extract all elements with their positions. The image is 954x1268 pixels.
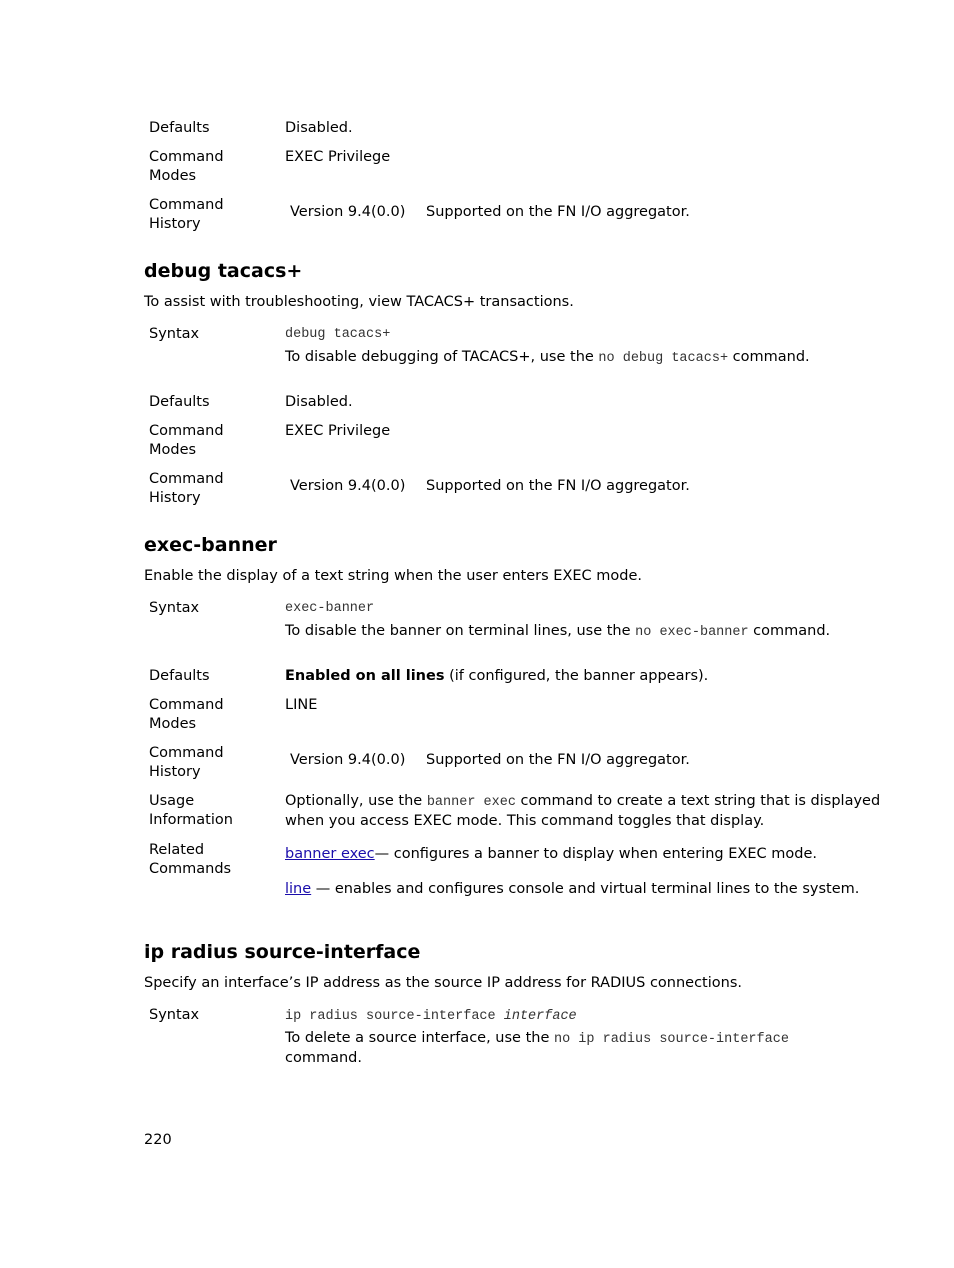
history-description: Supported on the FN I/O aggregator. bbox=[426, 204, 690, 220]
command-history-label-2: History bbox=[149, 490, 201, 506]
usage-text-end: command to create a text string that is displayed bbox=[515, 793, 881, 809]
history-version: Version 9.4(0.0) bbox=[290, 752, 406, 768]
disable-code: no debug tacacs+ bbox=[598, 351, 729, 366]
delete-code: no ip radius source-interface bbox=[554, 1032, 789, 1047]
command-history-label-2: History bbox=[149, 764, 201, 780]
disable-instruction bbox=[285, 622, 830, 642]
syntax-parameter: interface bbox=[503, 1009, 577, 1024]
page-number: 220 bbox=[144, 1132, 172, 1148]
syntax-code: exec-banner bbox=[285, 601, 375, 616]
section-description: To assist with troubleshooting, view TACACS+ transactions. bbox=[144, 294, 574, 310]
syntax-label: Syntax bbox=[149, 1007, 200, 1023]
line-link[interactable]: line bbox=[285, 881, 312, 897]
disable-text-end: command. bbox=[728, 349, 810, 365]
section-description: Enable the display of a text string when the user enters EXEC mode. bbox=[144, 568, 643, 584]
related-command-text: — enables and configures console and virtual terminal lines to the system. bbox=[311, 881, 860, 897]
syntax-command: ip radius source-interface bbox=[285, 1009, 504, 1024]
history-version: Version 9.4(0.0) bbox=[290, 478, 406, 494]
defaults-value: Disabled. bbox=[285, 394, 353, 410]
disable-text-end: command. bbox=[748, 623, 831, 639]
defaults-label: Defaults bbox=[149, 394, 210, 410]
usage-text: Optionally, use the bbox=[285, 793, 427, 809]
command-modes-label-2: Modes bbox=[149, 442, 197, 458]
related-commands-label: Related bbox=[149, 842, 205, 858]
command-history-label: Command bbox=[149, 197, 224, 213]
command-modes-label-2: Modes bbox=[149, 716, 197, 732]
defaults-value-rest: (if configured, the banner appears). bbox=[444, 668, 709, 684]
defaults-label: Defaults bbox=[149, 120, 210, 136]
command-modes-value: EXEC Privilege bbox=[285, 149, 391, 165]
command-modes-value: LINE bbox=[285, 697, 318, 713]
section-title-debug-tacacs: debug tacacs+ bbox=[144, 260, 303, 282]
command-modes-value: EXEC Privilege bbox=[285, 423, 391, 439]
related-commands-label-2: Commands bbox=[149, 861, 232, 877]
syntax-code: debug tacacs+ bbox=[285, 327, 391, 342]
related-command-text: — configures a banner to display when entering EXEC mode. bbox=[374, 846, 817, 862]
section-description: Specify an interface’s IP address as the source IP address for RADIUS connections. bbox=[144, 975, 742, 991]
disable-text: To disable the banner on terminal lines, use the bbox=[285, 623, 636, 639]
defaults-value bbox=[285, 667, 708, 686]
usage-code: banner exec bbox=[426, 795, 516, 810]
section-title-ip-radius: ip radius source-interface bbox=[144, 941, 421, 963]
disable-instruction bbox=[285, 348, 810, 368]
command-modes-label-2: Modes bbox=[149, 168, 197, 184]
usage-information-label: Usage bbox=[149, 793, 195, 809]
defaults-label: Defaults bbox=[149, 668, 210, 684]
banner-exec-link[interactable]: banner exec bbox=[285, 846, 375, 862]
disable-text: To disable debugging of TACACS+, use the bbox=[285, 349, 599, 365]
usage-information-line-2: when you access EXEC mode. This command toggles that display. bbox=[285, 813, 765, 829]
usage-information-line-1 bbox=[285, 792, 880, 812]
command-history-label-2: History bbox=[149, 216, 201, 232]
delete-instruction bbox=[285, 1029, 789, 1049]
disable-code: no exec-banner bbox=[635, 625, 749, 640]
history-version: Version 9.4(0.0) bbox=[290, 204, 406, 220]
defaults-value-bold: Enabled on all lines bbox=[285, 668, 445, 684]
history-description: Supported on the FN I/O aggregator. bbox=[426, 752, 690, 768]
delete-text: To delete a source interface, use the bbox=[285, 1030, 554, 1046]
related-command-line bbox=[285, 880, 859, 899]
command-modes-label: Command bbox=[149, 423, 224, 439]
related-command-banner-exec bbox=[285, 845, 817, 864]
section-title-exec-banner: exec-banner bbox=[144, 534, 277, 556]
command-modes-label: Command bbox=[149, 697, 224, 713]
delete-instruction-line-2: command. bbox=[285, 1050, 362, 1066]
syntax-label: Syntax bbox=[149, 326, 200, 342]
usage-information-label-2: Information bbox=[149, 812, 233, 828]
defaults-value: Disabled. bbox=[285, 120, 353, 136]
syntax-label: Syntax bbox=[149, 600, 200, 616]
command-history-label: Command bbox=[149, 745, 224, 761]
history-description: Supported on the FN I/O aggregator. bbox=[426, 478, 690, 494]
command-history-label: Command bbox=[149, 471, 224, 487]
command-modes-label: Command bbox=[149, 149, 224, 165]
syntax-code bbox=[285, 1006, 577, 1026]
